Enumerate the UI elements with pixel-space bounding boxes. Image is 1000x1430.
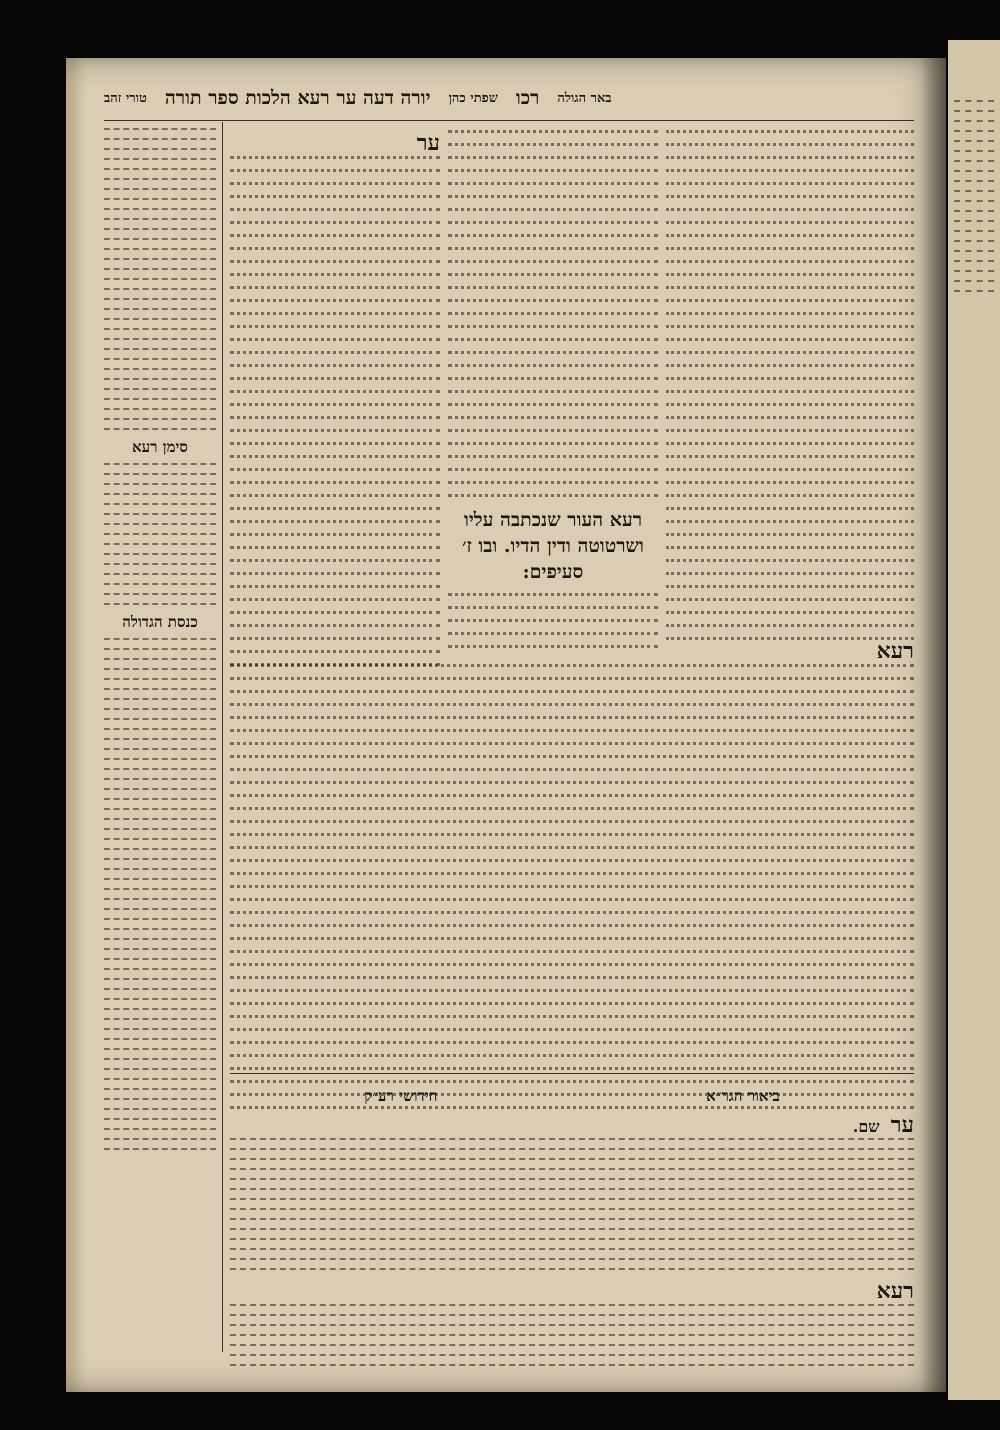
header-rule xyxy=(104,120,914,121)
header-title-left: שפתי כהן xyxy=(448,91,498,106)
page-header xyxy=(104,78,914,118)
text-page xyxy=(104,78,914,1368)
lower-commentary xyxy=(230,638,914,1119)
book-gutter-shadow xyxy=(920,58,948,1392)
heading-chidushei-raak: חידושי רע״ק xyxy=(364,1087,438,1105)
column-divider xyxy=(222,122,223,1352)
gra-second-lead-word: רעא xyxy=(876,1278,914,1304)
margin-heading-kneses: כנסת הגדולה xyxy=(122,613,198,631)
lower-lead-word: רעא xyxy=(876,638,914,664)
header-title-far-left: באר הגולה xyxy=(557,91,612,106)
header-page-number: רכו xyxy=(515,86,540,109)
header-title-main: יורה דעה ער רעא הלכות ספר תורה xyxy=(164,86,431,109)
main-text-upper xyxy=(448,130,658,658)
commentary-rule xyxy=(230,1073,914,1074)
shach-lead-word: ער xyxy=(416,130,440,156)
section-heading: רעא העור שנכתבה עליו ושרטוטה ודין הדיו. ובו ז׳ סעיפים: xyxy=(462,509,644,583)
facing-page-edge xyxy=(948,40,1000,1400)
margin-heading-siman: סימן רעא xyxy=(132,438,188,456)
margin-column-left xyxy=(104,128,216,1158)
bottom-commentaries xyxy=(230,1083,914,1374)
heading-biur-hagra: ביאור הגר״א xyxy=(706,1087,780,1105)
raak-lead-word: שם. xyxy=(852,1117,880,1136)
taz-column xyxy=(666,130,914,650)
gra-lead-word: ער xyxy=(890,1112,914,1138)
shach-column xyxy=(230,130,440,676)
header-title-right: טורי זהב xyxy=(104,91,147,106)
